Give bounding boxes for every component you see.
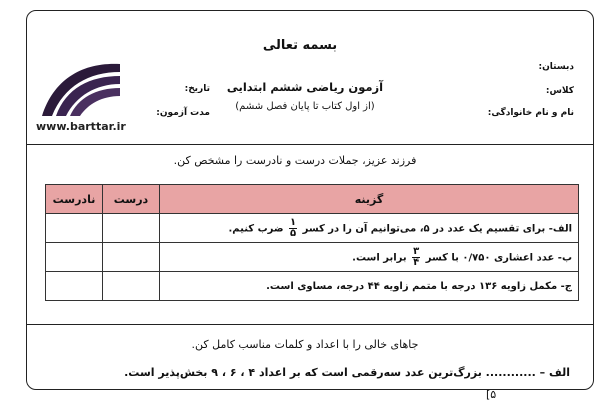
column-header-correct: درست xyxy=(103,185,160,214)
duration-label: مدت آزمون: xyxy=(156,108,210,118)
section2-instruction: جاهای خالی را با اعداد و کلمات مناسب کامل کن. xyxy=(191,338,419,351)
fraction-three-quarters: $\frac{۳}{۴}$ xyxy=(413,245,420,268)
statement-b: ب- عدد اعشاری ۰/۷۵۰ با کسر $\frac{۳}{۴}$ برابر است. xyxy=(160,243,579,272)
answer-cell-incorrect[interactable] xyxy=(46,243,103,272)
table-row xyxy=(46,214,579,243)
section-divider xyxy=(26,324,594,325)
column-header-option: گزینه xyxy=(160,185,579,214)
exam-subtitle: (از اول کتاب تا پایان فصل ششم) xyxy=(235,101,375,112)
column-header-incorrect: نادرست xyxy=(46,185,103,214)
school-label: دبستان: xyxy=(538,62,574,72)
fill-blank-item-a: الف – ............ بزرگ‌ترین عدد سه‌رقمی است که بر اعداد ۴ ، ۶ ، ۹ بخش‌پذیر است. xyxy=(124,366,570,379)
true-false-table xyxy=(45,184,579,301)
answer-cell-correct[interactable] xyxy=(103,243,160,272)
header-divider xyxy=(26,144,594,145)
answer-cell-correct[interactable] xyxy=(103,272,160,301)
answer-cell-incorrect[interactable] xyxy=(46,272,103,301)
answer-cell-correct[interactable] xyxy=(103,214,160,243)
class-label: کلاس: xyxy=(545,86,574,96)
table-row xyxy=(46,272,579,301)
exam-title: آزمون ریاضی ششم ابتدایی xyxy=(226,80,384,94)
statement-c: ج- مکمل زاویه ۱۳۶ درجه با متمم زاویه ۴۴ درجه، مساوی است. xyxy=(160,272,579,301)
fraction-one-fifth: $\frac{۱}{۵}$ xyxy=(290,216,297,239)
student-name-label: نام و نام خانوادگی: xyxy=(487,108,574,118)
date-label: تاریخ: xyxy=(184,84,210,94)
answer-cell-incorrect[interactable] xyxy=(46,214,103,243)
partial-next-item: [۵ xyxy=(486,388,497,401)
section1-instruction: فرزند عزیز، جملات درست و نادرست را مشخص کن. xyxy=(173,154,417,167)
table-row xyxy=(46,243,579,272)
site-url: www.barttar.ir xyxy=(36,120,126,133)
statement-a: الف- برای تقسیم یک عدد در ۵، می‌توانیم آن را در کسر $\frac{۱}{۵}$ ضرب کنیم. xyxy=(160,214,579,243)
page-title: بسمه تعالی xyxy=(262,38,338,53)
table-header-row xyxy=(46,185,579,214)
logo-icon xyxy=(34,58,124,118)
